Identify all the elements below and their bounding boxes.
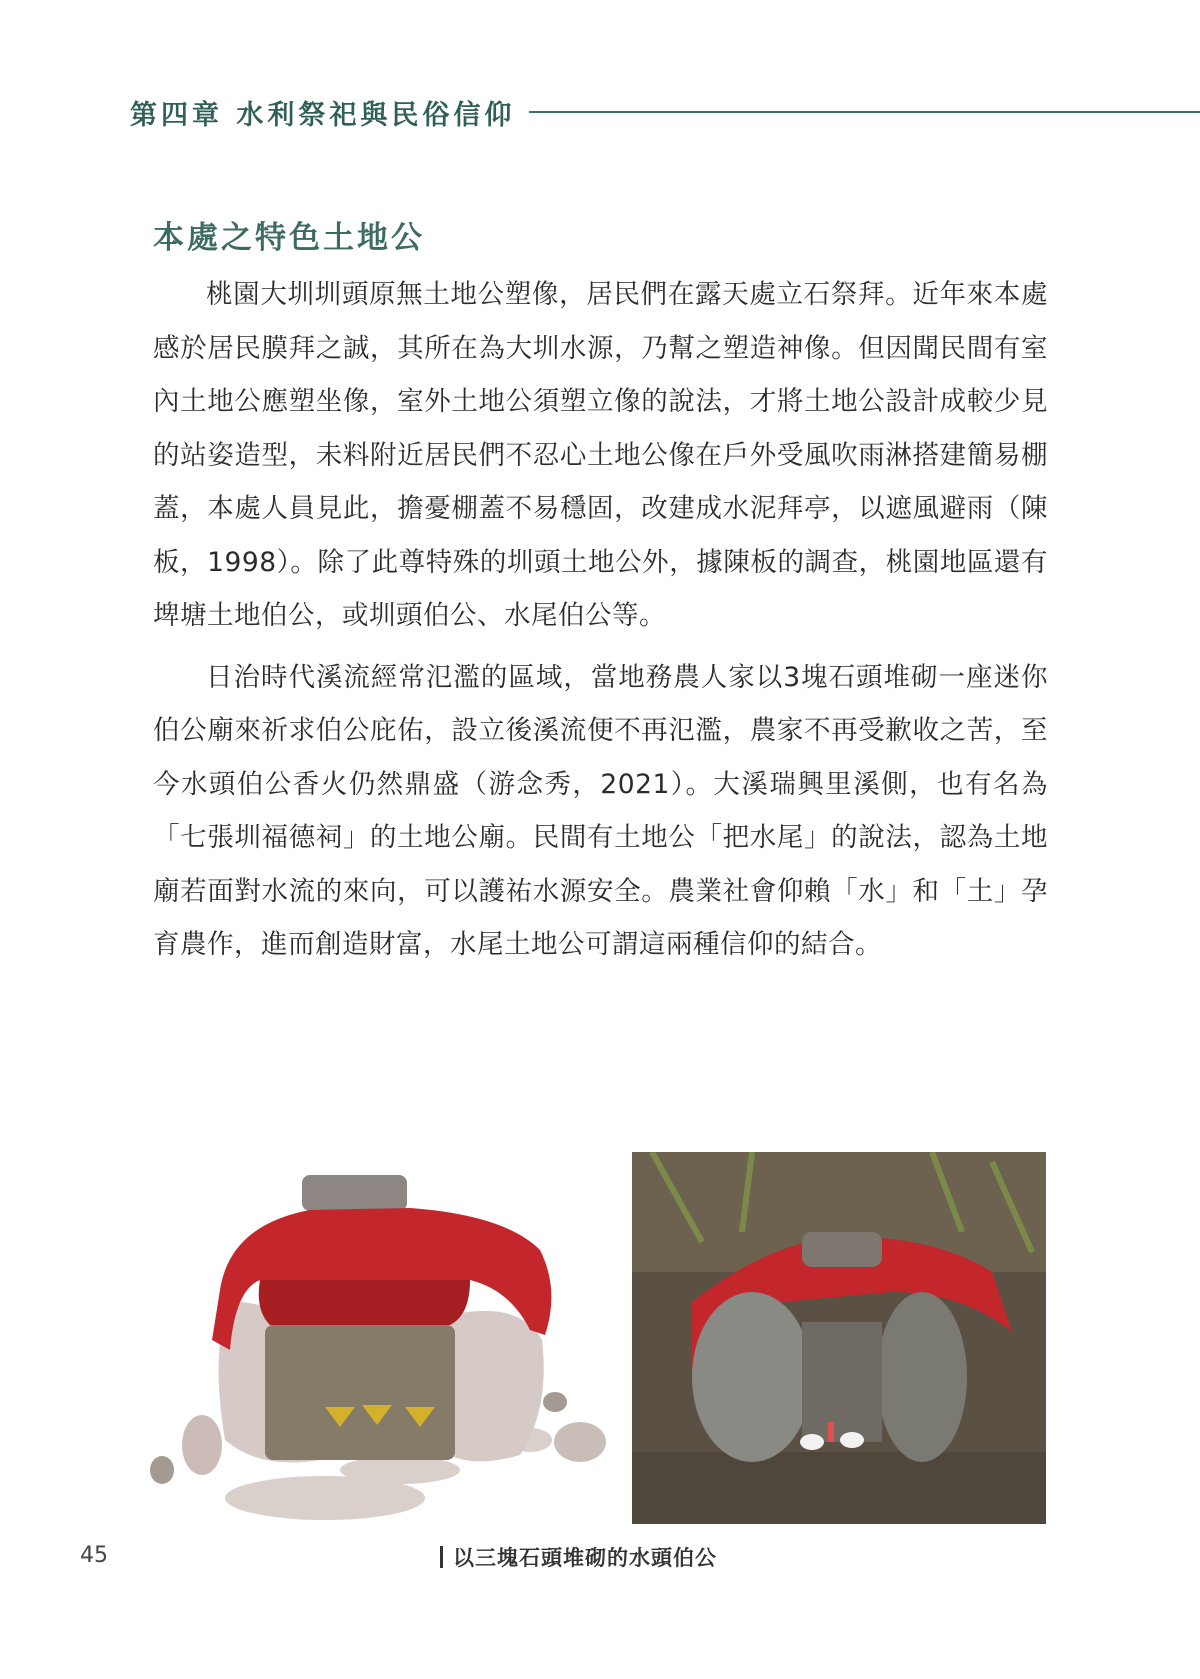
- stone-shrine-illustration-icon: [150, 1140, 610, 1540]
- stone-shrine-photo: [632, 1152, 1046, 1524]
- chapter-title: 第四章 水利祭祀與民俗信仰: [130, 99, 516, 131]
- caption-text: 以三塊石頭堆砌的水頭伯公: [453, 1546, 717, 1570]
- stone-shrine-photo-icon: [632, 1152, 1046, 1524]
- header-rule: [529, 111, 1200, 113]
- paragraph: 日治時代溪流經常氾濫的區域，當地務農人家以3塊石頭堆砌一座迷你伯公廟來祈求伯公庇佑，設立後溪流便不再氾濫，農家不再受歉收之苦，至今水頭伯公香火仍然鼎盛（游念秀，2021）。大溪瑞興里溪側，也有名為「七張圳福德祠」的土地公廟。民間有土地公「把水尾」的說法，認為土地廟若面對水流的來向，可以護祐水源安全。農業社會仰賴「水」和「土」孕育農作，進而創造財富，水尾土地公可謂這兩種信仰的結合。: [153, 661, 1048, 960]
- figure-caption: [440, 1542, 717, 1572]
- chapter-header: [130, 92, 1200, 132]
- section-title: 本處之特色土地公: [153, 220, 425, 256]
- page-number: 45: [80, 1543, 108, 1568]
- paragraph: 桃園大圳圳頭原無土地公塑像，居民們在露天處立石祭拜。近年來本處感於居民膜拜之誠，其所在為大圳水源，乃幫之塑造神像。但因聞民間有室內土地公應塑坐像，室外土地公須塑立像的說法，才將土地公設計成較少見的站姿造型，未料附近居民們不忍心土地公像在戶外受風吹雨淋搭建簡易棚蓋，本處人員見此，擔憂棚蓋不易穩固，改建成水泥拜亭，以遮風避雨（陳板，1998）。除了此尊特殊的圳頭土地公外，據陳板的調查，桃園地區還有埤塘土地伯公，或圳頭伯公、水尾伯公等。: [153, 279, 1048, 631]
- stone-shrine-illustration: [150, 1140, 610, 1540]
- body-text: [153, 268, 1048, 980]
- caption-bar: [440, 1546, 443, 1568]
